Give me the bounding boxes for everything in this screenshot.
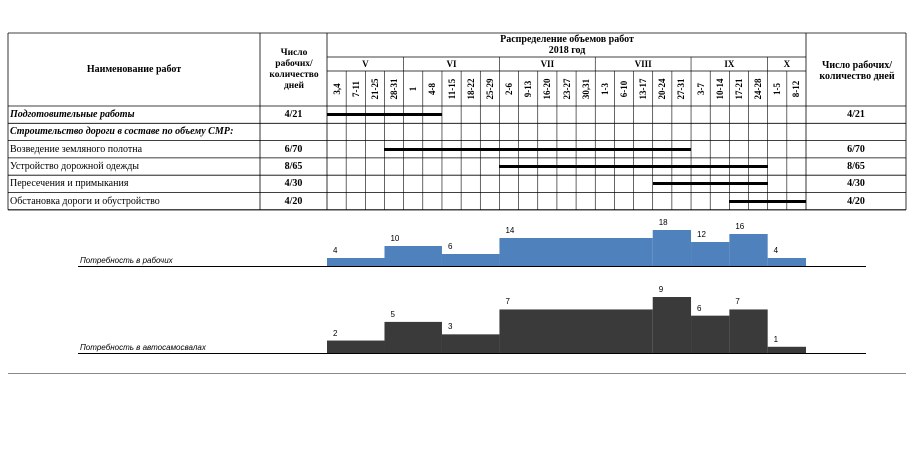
week-label: 8-12 bbox=[791, 80, 802, 97]
week-label: 7-11 bbox=[350, 80, 361, 97]
histogram-step bbox=[768, 347, 806, 353]
month-label: VI bbox=[446, 59, 457, 69]
week-label: 10-14 bbox=[714, 78, 725, 99]
week-label: 1 bbox=[408, 86, 419, 91]
histogram-step bbox=[729, 234, 767, 266]
histogram-label: Потребность в автосамосвалах bbox=[80, 343, 206, 352]
week-label: 20-24 bbox=[657, 78, 668, 99]
histogram-step bbox=[327, 341, 384, 353]
histogram-value: 12 bbox=[697, 230, 706, 239]
week-label: 13-17 bbox=[638, 78, 649, 99]
week-label: 11-15 bbox=[446, 78, 457, 99]
histogram-step bbox=[384, 246, 441, 266]
week-label: 3,4 bbox=[331, 82, 342, 95]
task-name: Обстановка дороги и обустройство bbox=[10, 195, 160, 207]
month-label: X bbox=[783, 59, 791, 69]
bottom-divider bbox=[8, 373, 906, 374]
week-label: 16-20 bbox=[542, 78, 553, 99]
task-workers-days: 6/70 bbox=[284, 143, 303, 155]
header-distribution-title: Распределение объемов работ bbox=[500, 33, 634, 45]
week-label: 9-13 bbox=[523, 80, 534, 97]
month-label: IX bbox=[724, 59, 735, 69]
histogram-value: 18 bbox=[658, 218, 668, 227]
histogram-step bbox=[384, 322, 441, 353]
month-label: VIII bbox=[634, 59, 652, 69]
header-work-name: Наименование работ bbox=[86, 64, 182, 76]
month-label: V bbox=[362, 59, 369, 69]
header-right-col: Число рабочих/ количество дней bbox=[819, 59, 895, 82]
header-year: 2018 год bbox=[548, 45, 586, 57]
task-name: Возведение земляного полотна bbox=[10, 143, 143, 155]
task-workers-days: 4/30 bbox=[284, 178, 303, 190]
task-name: Строительство дороги в составе по объему СМР: bbox=[10, 126, 234, 138]
week-label: 24-28 bbox=[753, 78, 764, 99]
week-label: 27-31 bbox=[676, 78, 687, 99]
histogram-step bbox=[653, 230, 691, 266]
histogram-value: 2 bbox=[333, 328, 338, 338]
histogram-value: 7 bbox=[735, 297, 740, 307]
week-label: 28-31 bbox=[389, 78, 400, 99]
task-name: Устройство дорожной одежды bbox=[10, 161, 140, 173]
histogram-value: 4 bbox=[333, 246, 338, 255]
histogram-value: 14 bbox=[505, 226, 515, 235]
histogram-step bbox=[653, 297, 691, 353]
week-label: 3-7 bbox=[695, 82, 706, 95]
week-label: 1-3 bbox=[599, 82, 610, 95]
histogram-value: 9 bbox=[658, 285, 664, 294]
histogram-value: 16 bbox=[735, 222, 745, 231]
histogram-step bbox=[499, 238, 652, 266]
histogram-value: 10 bbox=[390, 234, 400, 243]
histogram-step bbox=[442, 334, 499, 353]
histogram-value: 6 bbox=[447, 242, 453, 251]
task-right-workers-days: 8/65 bbox=[847, 161, 865, 173]
histogram-value: 5 bbox=[390, 309, 395, 319]
week-label: 17-21 bbox=[733, 78, 744, 99]
task-right-workers-days: 6/70 bbox=[847, 143, 865, 155]
histogram-value: 6 bbox=[697, 303, 702, 313]
task-workers-days: 4/20 bbox=[284, 195, 303, 207]
histogram-step bbox=[442, 254, 499, 266]
week-label: 23-27 bbox=[561, 78, 572, 99]
histogram-step bbox=[691, 242, 729, 266]
month-label: VII bbox=[540, 59, 555, 69]
week-label: 25-29 bbox=[484, 78, 495, 99]
histogram-value: 4 bbox=[773, 246, 779, 255]
histogram-value: 3 bbox=[447, 322, 453, 332]
task-right-workers-days: 4/20 bbox=[847, 195, 865, 207]
histogram-step bbox=[768, 258, 806, 266]
task-right-workers-days: 4/30 bbox=[847, 178, 865, 190]
task-name: Пересечения и примыкания bbox=[10, 178, 129, 190]
week-label: 4-8 bbox=[427, 82, 438, 95]
histogram-value: 7 bbox=[505, 297, 510, 307]
histogram-step bbox=[729, 309, 767, 353]
histogram-value: 1 bbox=[773, 334, 779, 344]
histogram-step bbox=[691, 316, 729, 353]
week-label: 6-10 bbox=[618, 80, 629, 97]
histogram-step bbox=[327, 258, 384, 266]
header-workers-days: Число рабочих/ количество дней bbox=[269, 48, 319, 91]
task-right-workers-days: 4/21 bbox=[847, 109, 865, 121]
week-label: 21-25 bbox=[369, 78, 380, 99]
week-label: 18-22 bbox=[465, 78, 476, 99]
histogram-step bbox=[499, 309, 652, 353]
week-label: 2-6 bbox=[504, 82, 515, 95]
task-name: Подготовительные работы bbox=[10, 109, 135, 121]
week-label: 1-5 bbox=[772, 82, 783, 95]
task-workers-days: 8/65 bbox=[284, 161, 303, 173]
histogram-label: Потребность в рабочих bbox=[80, 256, 173, 265]
week-label: 30,31 bbox=[580, 78, 591, 99]
task-workers-days: 4/21 bbox=[284, 109, 303, 121]
